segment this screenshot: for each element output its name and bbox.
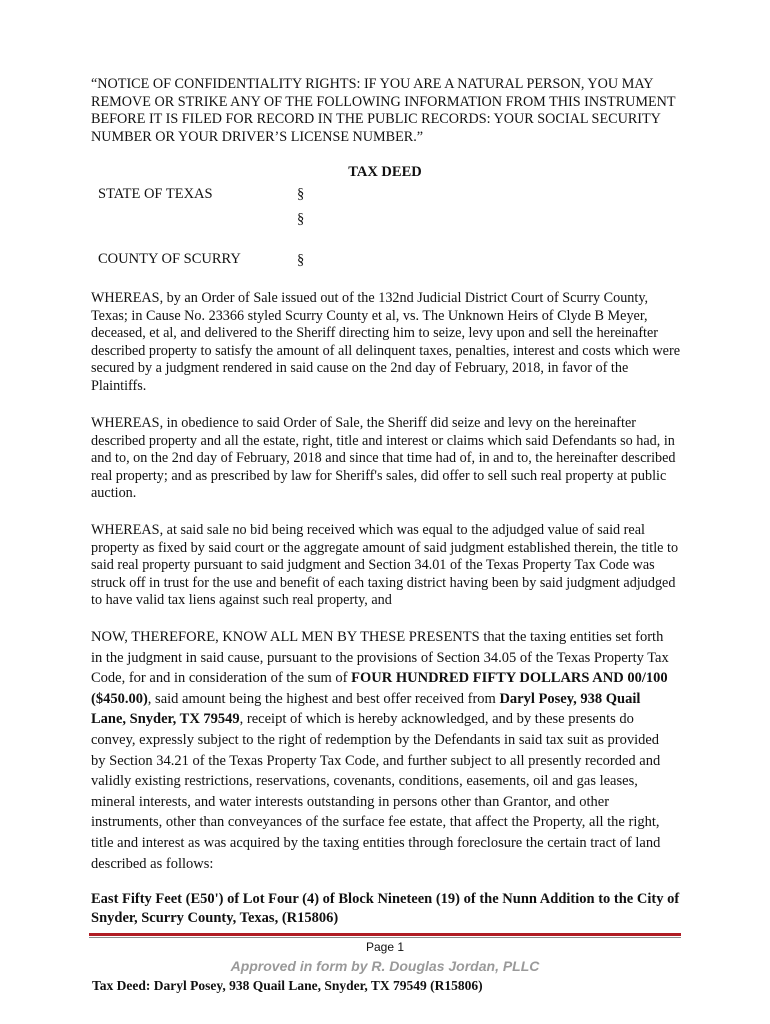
- caption-state: STATE OF TEXAS: [98, 186, 213, 202]
- section-symbol: §: [297, 252, 305, 268]
- footer-caption: Tax Deed: Daryl Posey, 938 Quail Lane, Snyder, TX 79549 (R15806): [92, 978, 483, 993]
- section-symbol: §: [297, 211, 305, 227]
- whereas-paragraph-2: WHEREAS, in obedience to said Order of Sale, the Sheriff did seize and levy on the hereinafter described property and all the estate, right, title and interest or claims which said Defendants so had, in and to, on the 2nd day of February, 2018 and since that time had of, in and to, the hereinafter described real property; and as prescribed by law for Sheriff's sales, did offer to sell such real property at public auction.: [91, 415, 676, 502]
- conveyance-text-1: NOW, THEREFORE, KNOW ALL MEN BY THESE PRESENTS that the taxing entities set forth in the judgment in said cause, pursuant to the provisions of Section 34.05 of the Texas Property Tax Code, for and in consideration of the sum of: [91, 629, 669, 687]
- legal-description: East Fifty Feet (E50') of Lot Four (4) of Block Nineteen (19) of the Nunn Addition to the City of Snyder, Scurry County, Texas, (R15806): [91, 891, 680, 926]
- document-title: [0, 164, 770, 181]
- confidentiality-notice: “NOTICE OF CONFIDENTIALITY RIGHTS: IF YOU ARE A NATURAL PERSON, YOU MAY REMOVE OR STRIKE ANY OF THE FOLLOWING INFORMATION FROM THIS INSTRUMENT BEFORE IT IS FILED FOR RECORD IN THE PUBLIC RECORDS: YOUR SOCIAL SECURITY NUMBER OR YOUR DRIVER’S LICENSE NUMBER.”: [91, 76, 676, 145]
- conveyance-text-3: , receipt of which is hereby acknowledged, and by these presents do convey, expressly subject to the right of redemption by the Defendants in said tax suit as provided by Section 34.21 of the Texas Property Tax Code, and further subject to all presently recorded and validly existing restrictions, reservations, covenants, conditions, easements, oil and gas leases, mineral interests, and water interests outstanding in persons other than Grantor, and other instruments, other than conveyances of the surface fee estate, that affect the Property, all the right, title and interest as was acquired by the taxing entities through foreclosure the certain tract of land described as follows:: [91, 711, 661, 872]
- caption-county: COUNTY OF SCURRY: [98, 251, 241, 267]
- conveyance-text-2: , said amount being the highest and best offer received from: [147, 690, 500, 707]
- footer-rule-thin: [89, 937, 681, 938]
- whereas-paragraph-1: WHEREAS, by an Order of Sale issued out of the 132nd Judicial District Court of Scurry County, Texas; in Cause No. 23366 styled Scurry County et al, vs. The Unknown Heirs of Clyde B Meyer, deceased, et al, and delivered to the Sheriff directing him to seize, levy upon and sell the hereinafter described property to satisfy the amount of all delinquent taxes, penalties, interest and costs which were secured by a judgment rendered in said cause on the 2nd day of February, 2018, in favor of the Plaintiffs.: [91, 290, 681, 394]
- footer-rule: [89, 933, 681, 936]
- purchase-amount: FOUR HUNDRED FIFTY DOLLARS AND 00/100 ($450.00): [91, 670, 668, 707]
- page-number: Page 1: [365, 940, 405, 954]
- document-title-text: TAX DEED: [348, 164, 422, 180]
- conveyance-paragraph: [91, 627, 676, 874]
- approval-note: Approved in form by R. Douglas Jordan, PLLC: [230, 958, 540, 974]
- section-symbol: §: [297, 186, 305, 202]
- whereas-paragraph-3: WHEREAS, at said sale no bid being received which was equal to the adjudged value of said real property as fixed by said court or the aggregate amount of said judgment established therein, the title to said real property pursuant to said judgment and Section 34.01 of the Texas Property Tax Code was struck off in trust for the use and benefit of each taxing district having been by said judgment adjudged to have valid tax liens against such real property, and: [91, 522, 679, 609]
- grantee-name-address: Daryl Posey, 938 Quail Lane, Snyder, TX 79549: [91, 690, 641, 728]
